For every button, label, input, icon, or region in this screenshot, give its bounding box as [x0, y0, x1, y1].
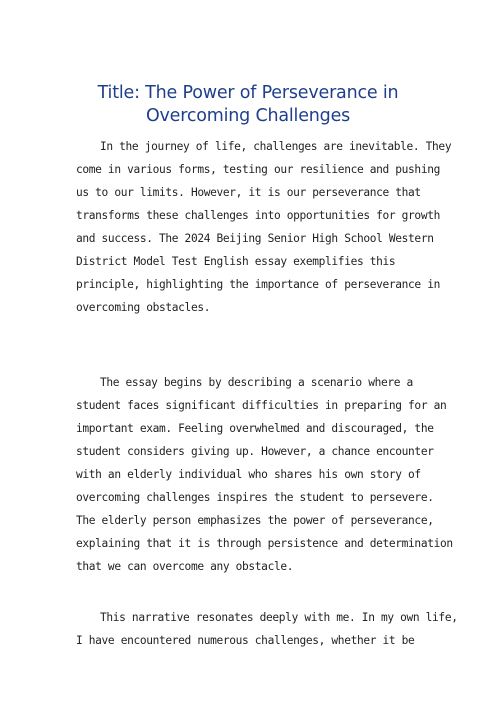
text-line: student faces significant difficulties in preparing for an [76, 399, 447, 412]
text-line: overcoming challenges inspires the student to persevere. [76, 491, 434, 504]
text-line: I have encountered numerous challenges, whether it be [76, 634, 415, 647]
text-line: come in various forms, testing our resilience and pushing [76, 163, 440, 176]
text-line: and success. The 2024 Beijing Senior High School Western [76, 232, 434, 245]
text-line: student considers giving up. However, a chance encounter [76, 445, 434, 458]
title-line: Title: The Power of Perseverance in [97, 83, 399, 103]
text-line: The essay begins by describing a scenario where a [100, 376, 413, 389]
paragraph-intro [76, 135, 452, 319]
text-line: transforms these challenges into opportunities for growth [76, 209, 440, 222]
paragraph-scenario [76, 371, 453, 578]
text-line: principle, highlighting the importance of perseverance in [76, 278, 440, 291]
title-line: Overcoming Challenges [145, 106, 351, 126]
text-line: that we can overcome any obstacle. [76, 560, 294, 573]
text-line: important exam. Feeling overwhelmed and discouraged, the [76, 422, 434, 435]
text-line: overcoming obstacles. [76, 301, 211, 314]
text-line: us to our limits. However, it is our perseverance that [76, 186, 421, 199]
text-line: District Model Test English essay exemplifies this [76, 255, 396, 268]
document-title [60, 82, 436, 128]
text-line: This narrative resonates deeply with me. In my own life, [100, 611, 458, 624]
text-line: The elderly person emphasizes the power of perseverance, [76, 514, 434, 527]
text-line: explaining that it is through persistence and determination [76, 537, 453, 550]
text-line: with an elderly individual who shares his own story of [76, 468, 421, 481]
text-line: In the journey of life, challenges are inevitable. They [100, 140, 452, 153]
paragraph-reflection [76, 606, 458, 652]
